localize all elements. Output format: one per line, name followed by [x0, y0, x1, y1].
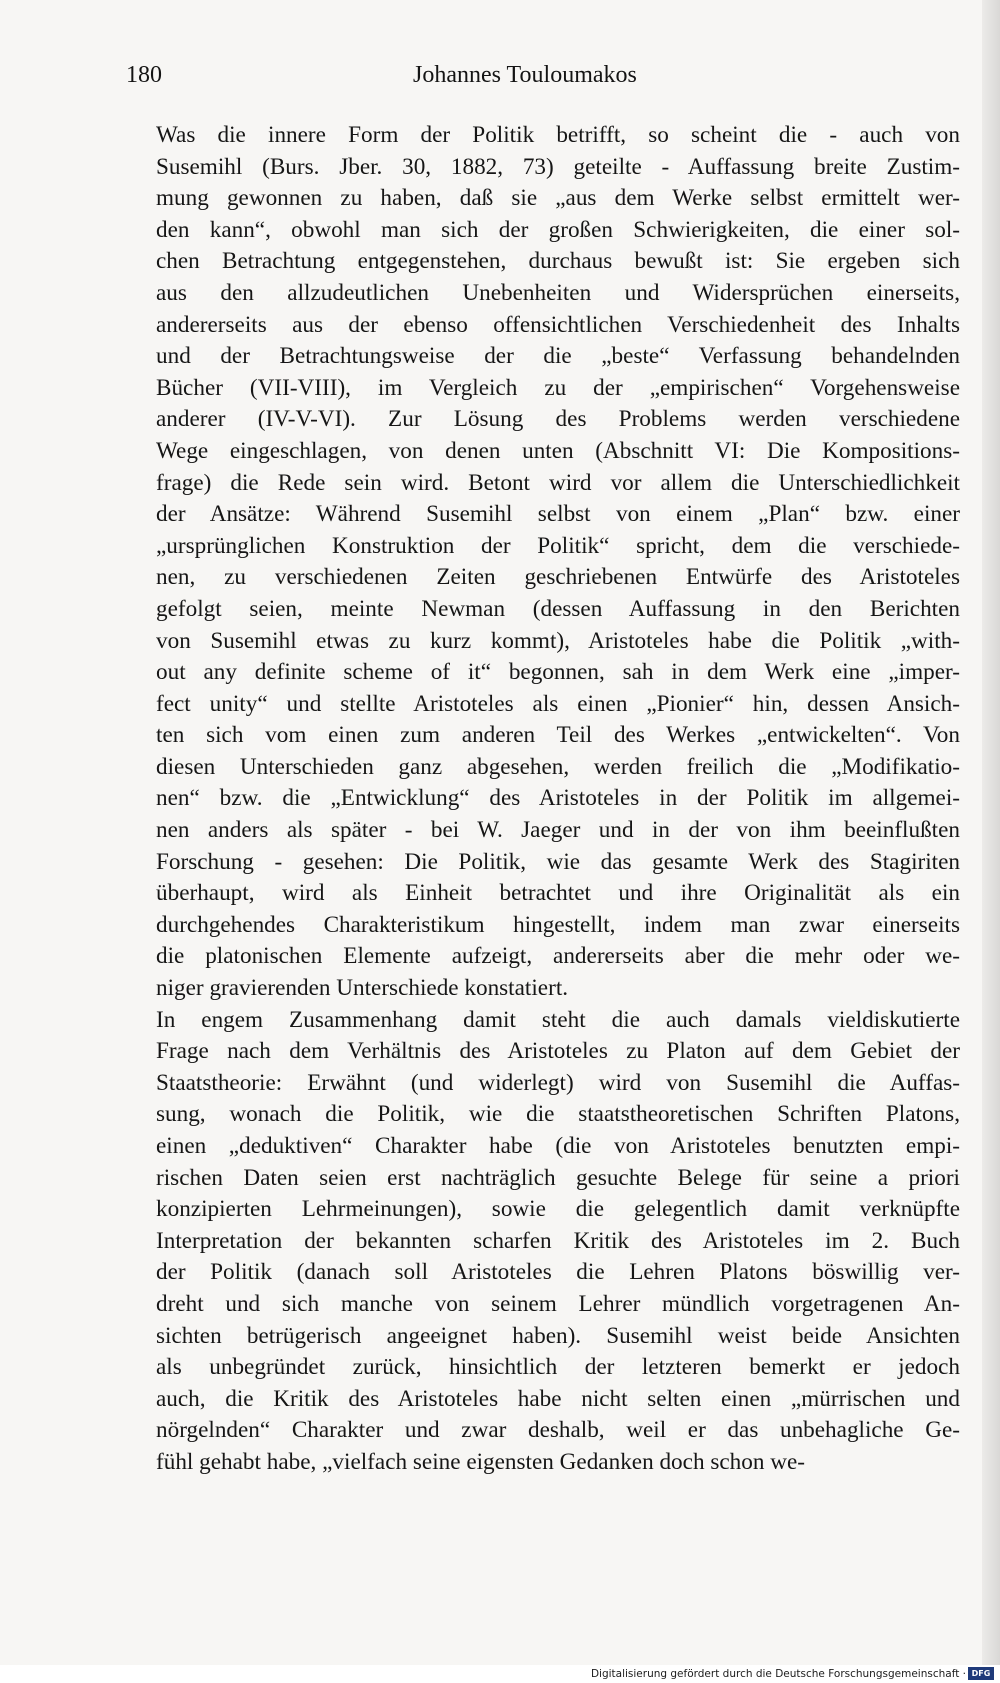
text-line: nen, zu verschiedenen Zeiten geschriebenen Entwürfe des Aristoteles [156, 564, 960, 591]
text-line: Interpretation der bekannten scharfen Kritik des Aristoteles im 2. Buch [156, 1227, 960, 1254]
text-line: fect unity“ und stellte Aristoteles als einen „Pionier“ hin, dessen Ansich- [156, 690, 960, 717]
text-line: Frage nach dem Verhältnis des Aristoteles zu Platon auf dem Gebiet der [156, 1038, 960, 1065]
text-line: auch, die Kritik des Aristoteles habe nicht selten einen „mürrischen und [156, 1385, 960, 1412]
text-line: rischen Daten seien erst nachträglich gesuchte Belege für seine a priori [156, 1164, 960, 1191]
text-line: anderer (IV-V-VI). Zur Lösung des Problems werden verschiedene [156, 406, 960, 433]
text-line: als unbegründet zurück, hinsichtlich der letzteren bemerkt er jedoch [156, 1354, 960, 1381]
text-line: diesen Unterschieden ganz abgesehen, werden freilich die „Modifikatio- [156, 753, 960, 780]
text-line: Wege eingeschlagen, von denen unten (Abschnitt VI: Die Kompositions- [156, 437, 960, 464]
text-line: gefolgt seien, meinte Newman (dessen Auffassung in den Berichten [156, 595, 960, 622]
text-line: von Susemihl etwas zu kurz kommt), Aristoteles habe die Politik „with- [156, 627, 960, 654]
paragraph [156, 1005, 960, 1479]
text-line: nörgelnden“ Charakter und zwar deshalb, weil er das unbehagliche Ge- [156, 1417, 960, 1444]
page-edge-shadow [982, 0, 1000, 1665]
text-line: die platonischen Elemente aufzeigt, andererseits aber die mehr oder we- [156, 943, 960, 970]
text-line: ten sich vom einen zum anderen Teil des Werkes „entwickelten“. Von [156, 722, 960, 749]
dfg-logo: DFG [968, 1667, 994, 1680]
text-line: andererseits aus der ebenso offensichtlichen Verschiedenheit des Inhalts [156, 311, 960, 338]
text-line: mung gewonnen zu haben, daß sie „aus dem Werke selbst ermittelt wer- [156, 185, 960, 212]
text-line: In engem Zusammenhang damit steht die auch damals vieldiskutierte [156, 1006, 960, 1033]
page-number: 180 [126, 62, 162, 88]
text-line: out any definite scheme of it“ begonnen, sah in dem Werk eine „imper- [156, 659, 960, 686]
text-line: nen“ bzw. die „Entwicklung“ des Aristoteles in der Politik im allgemei- [156, 785, 960, 812]
text-line: und der Betrachtungsweise der die „beste“ Verfassung behandelnden [156, 343, 960, 370]
paragraph [156, 120, 960, 1005]
text-line: niger gravierenden Unterschiede konstatiert. [156, 975, 569, 1002]
text-line: Staatstheorie: Erwähnt (und widerlegt) wird von Susemihl die Auffas- [156, 1069, 960, 1096]
text-line: den kann“, obwohl man sich der großen Schwierigkeiten, die einer sol- [156, 216, 960, 243]
text-line: Was die innere Form der Politik betrifft, so scheint die - auch von [156, 122, 960, 148]
text-line: Susemihl (Burs. Jber. 30, 1882, 73) geteilte - Auffassung breite Zustim- [156, 153, 960, 180]
text-line: nen anders als später - bei W. Jaeger und in der von ihm beeinflußten [156, 817, 960, 844]
text-line: konzipierten Lehrmeinungen), sowie die gelegentlich damit verknüpfte [156, 1196, 960, 1223]
body-text [156, 120, 960, 1479]
text-line: sung, wonach die Politik, wie die staatstheoretischen Schriften Platons, [156, 1101, 960, 1128]
text-line: fühl gehabt habe, „vielfach seine eigensten Gedanken doch schon we- [156, 1448, 805, 1475]
text-line: der Politik (danach soll Aristoteles die Lehren Platons böswillig ver- [156, 1259, 960, 1286]
text-line: Bücher (VII-VIII), im Vergleich zu der „empirischen“ Vorgehensweise [156, 374, 960, 401]
text-line: durchgehendes Charakteristikum hingestellt, indem man zwar einerseits [156, 911, 960, 938]
text-line: überhaupt, wird als Einheit betrachtet und ihre Originalität als ein [156, 880, 960, 907]
running-title: Johannes Touloumakos [413, 62, 637, 88]
text-line: aus den allzudeutlichen Unebenheiten und Widersprüchen einerseits, [156, 279, 960, 306]
running-head [126, 62, 956, 92]
text-line: Forschung - gesehen: Die Politik, wie das gesamte Werk des Stagiriten [156, 848, 960, 875]
text-line: frage) die Rede sein wird. Betont wird vor allem die Unterschiedlichkeit [156, 469, 960, 496]
text-line: chen Betrachtung entgegenstehen, durchaus bewußt ist: Sie ergeben sich [156, 248, 960, 275]
text-line: dreht und sich manche von seinem Lehrer mündlich vorgetragenen An- [156, 1290, 960, 1317]
text-line: einen „deduktiven“ Charakter habe (die von Aristoteles benutzten empi- [156, 1133, 960, 1159]
text-line: „ursprünglichen Konstruktion der Politik“ spricht, dem die verschiede- [156, 532, 960, 559]
text-line: sichten betrügerisch angeeignet haben). Susemihl weist beide Ansichten [156, 1322, 960, 1349]
text-line: der Ansätze: Während Susemihl selbst von einem „Plan“ bzw. einer [156, 501, 960, 528]
digitization-credit: Digitalisierung gefördert durch die Deutsche Forschungsgemeinschaft · [590, 1668, 966, 1680]
